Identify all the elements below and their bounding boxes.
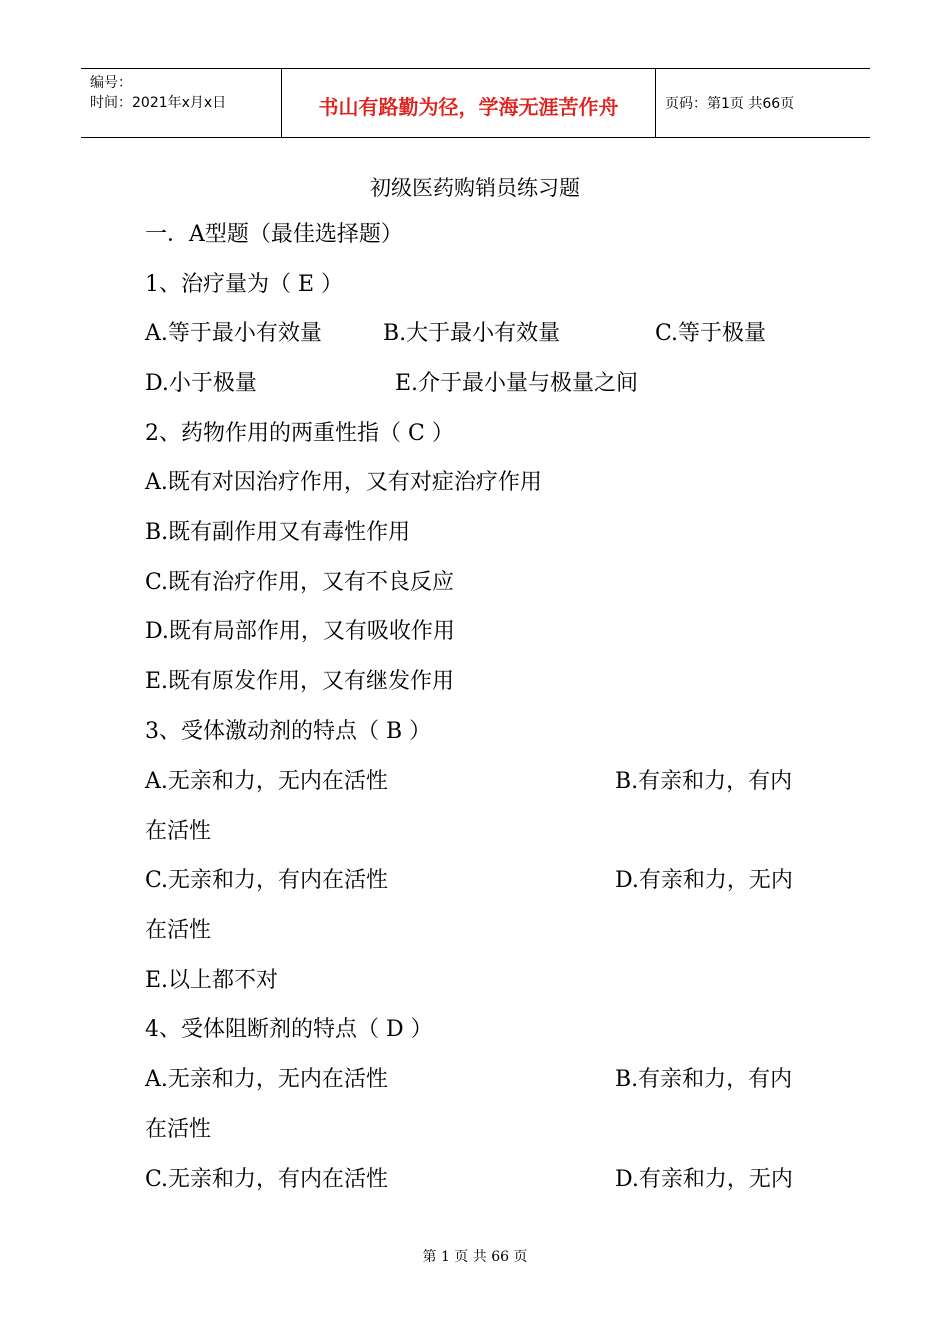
q3-option-c: C.无亲和力，有内在活性 bbox=[145, 868, 389, 893]
q3-option-d-continued: 在活性 bbox=[145, 918, 212, 943]
q4-option-b: B.有亲和力，有内 bbox=[615, 1067, 793, 1092]
q2-option-d: D.既有局部作用，又有吸收作用 bbox=[145, 619, 455, 644]
q2-option-a: A.既有对因治疗作用，又有对症治疗作用 bbox=[145, 470, 542, 495]
time-label: 时间：2021年x月x日 bbox=[90, 95, 227, 111]
q2-option-e: E.既有原发作用，又有继发作用 bbox=[145, 669, 455, 694]
question-1-stem: 1、治疗量为（ E ） bbox=[145, 272, 344, 297]
q1-option-c: C.等于极量 bbox=[655, 321, 767, 346]
page-info: 页码：第1页 共66页 bbox=[665, 96, 795, 112]
q4-option-b-continued: 在活性 bbox=[145, 1117, 212, 1142]
q3-option-a: A.无亲和力，无内在活性 bbox=[145, 769, 388, 794]
q4-option-d: D.有亲和力，无内 bbox=[615, 1167, 793, 1192]
page-footer: 第 1 页 共 66 页 bbox=[422, 1249, 528, 1265]
q3-option-b-continued: 在活性 bbox=[145, 819, 212, 844]
q2-option-c: C.既有治疗作用，又有不良反应 bbox=[145, 570, 455, 595]
q2-option-b: B.既有副作用又有毒性作用 bbox=[145, 520, 411, 545]
header-table bbox=[81, 68, 870, 138]
page-title: 初级医药购销员练习题 bbox=[370, 176, 580, 200]
question-2-stem: 2、药物作用的两重性指（ C ） bbox=[145, 421, 454, 446]
serial-label: 编号： bbox=[90, 75, 132, 91]
q3-option-b: B.有亲和力，有内 bbox=[615, 769, 793, 794]
q3-option-e: E.以上都不对 bbox=[145, 968, 279, 993]
motto: 书山有路勤为径，学海无涯苦作舟 bbox=[318, 95, 619, 119]
question-3-stem: 3、受体激动剂的特点（ B ） bbox=[145, 719, 432, 744]
q1-option-d: D.小于极量 bbox=[145, 371, 257, 396]
q3-option-d: D.有亲和力，无内 bbox=[615, 868, 793, 893]
q1-option-b: B.大于最小有效量 bbox=[383, 321, 561, 346]
q1-option-a: A.等于最小有效量 bbox=[145, 321, 322, 346]
question-4-stem: 4、受体阻断剂的特点（ D ） bbox=[145, 1017, 433, 1042]
header-motto-cell bbox=[282, 69, 656, 137]
header-info-cell bbox=[81, 69, 282, 137]
q1-option-e: E.介于最小量与极量之间 bbox=[395, 371, 639, 396]
q4-option-a: A.无亲和力，无内在活性 bbox=[145, 1067, 388, 1092]
header-page-cell bbox=[656, 69, 870, 137]
section-heading: 一．A型题（最佳选择题） bbox=[145, 222, 403, 247]
q4-option-c: C.无亲和力，有内在活性 bbox=[145, 1167, 389, 1192]
